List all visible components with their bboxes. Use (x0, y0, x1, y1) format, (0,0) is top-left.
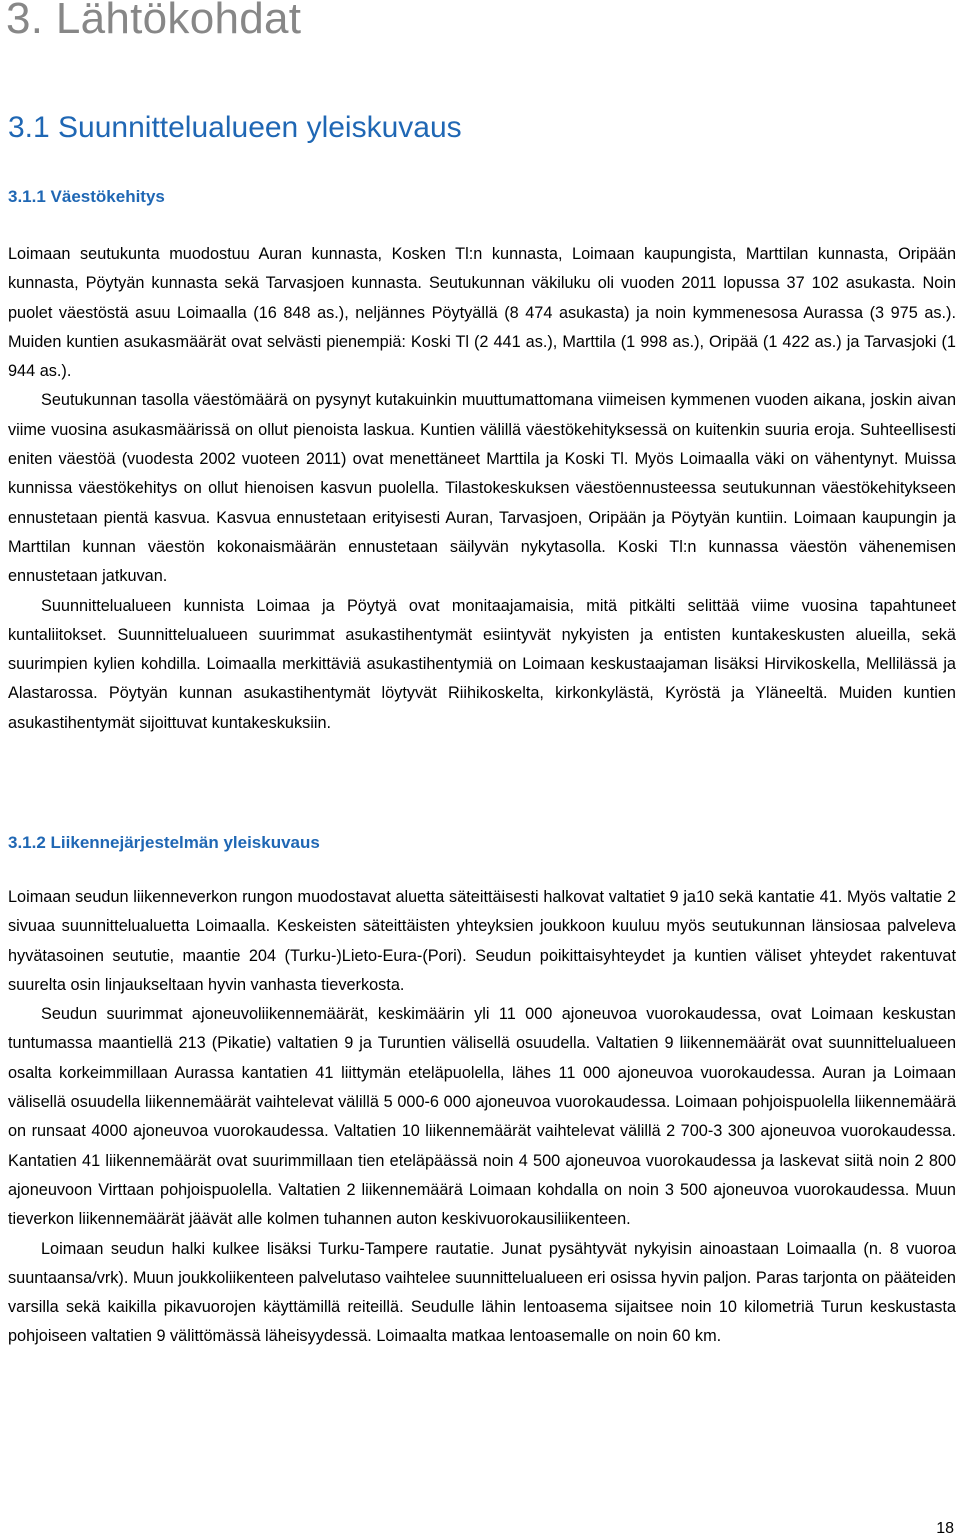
paragraph: Suunnittelualueen kunnista Loimaa ja Pöytyä ovat monitaajamaisia, mitä pitkälti selittää viime vuosina tapahtuneet kuntaliitokset. Suunnittelualueen suurimmat asukastihentymät esiintyvät nykyisten ja entisten kuntakeskusten alueilla, sekä suurimpien kylien kohdilla. Loimaalla merkittäviä asukastihentymiä on Loimaan keskustaajaman lisäksi Hirvikoskella, Mellilässä ja Alastarossa. Pöytyän kunnan asukastihentymät löytyvät Riihikoskelta, kirkonkylästä, Kyröstä ja Yläneeltä. Muiden kuntien asukastihentymät sijoittuvat kuntakeskuksiin. (8, 596, 956, 732)
chapter-title: 3. Lähtökohdat (6, 0, 302, 43)
traffic-section-body (8, 883, 956, 1352)
paragraph: Loimaan seutukunta muodostuu Auran kunnasta, Kosken Tl:n kunnasta, Loimaan kaupungista, Marttilan kunnasta, Oripään kunnasta, Pöytyän kunnasta sekä Tarvasjoen kunnasta. Seutukunnan väkiluku oli vuoden 2011 lopussa 37 102 asukasta. Noin puolet väestöstä asuu Loimaalla (16 848 as.), neljännes Pöytyällä (8 474 asukasta) ja noin kymmenesosa Aurassa (3 975 as.). Muiden kuntien asukasmäärät ovat selvästi pienempiä: Koski Tl (2 441 as.), Marttila (1 998 as.), Oripää (1 422 as.) ja Tarvasjoki (1 944 as.). (8, 245, 956, 381)
subsection-title-traffic: 3.1.2 Liikennejärjestelmän yleiskuvaus (8, 833, 320, 852)
paragraph: Seutukunnan tasolla väestömäärä on pysynyt kutakuinkin muuttumattomana viimeisen kymmenen vuoden aikana, joskin aivan viime vuosina asukasmäärissä on ollut pienoista laskua. Kuntien välillä väestökehityksessä on kuitenkin suuria eroja. Suhteellisesti eniten väestöä (vuodesta 2002 vuoteen 2011) ovat menettäneet Marttila ja Koski Tl. Myös Loimaalla väki on vähentynyt. Muissa kunnissa väestökehitys on ollut hienoisen kasvun puolella. Tilastokeskuksen väestöennusteessa seutukunnan väestökehitykseen ennustetaan pientä kasvua. Kasvua ennustetaan erityisesti Auran, Tarvasjoen, Oripään ja Pöytyän kuntiin. Loimaan kaupungin ja Marttilan kunnan väestön kokonaismäärän ennustetaan säilyvän nykytasolla. Koski Tl:n kunnassa väestön vähenemisen ennustetaan jatkuvan. (8, 391, 956, 586)
subsection-title-population: 3.1.1 Väestökehitys (8, 187, 165, 206)
paragraph: Loimaan seudun liikenneverkon rungon muodostavat aluetta säteittäisesti halkovat valtatiet 9 ja10 sekä kantatie 41. Myös valtatie 2 sivuaa suunnittelualuetta Loimaalla. Keskeisten säteittäisten yhteyksien joukkoon kuuluu myös seutukunnan länsiosaa palveleva hyvätasoinen seututie, maantie 204 (Turku-)Lieto-Eura-(Pori). Seudun poikittaisyhteydet ja kuntien väliset yhteydet rakentuvat suurelta osin linjaukseltaan hyvin vanhasta tieverkosta. (8, 888, 956, 994)
population-section-body (8, 240, 956, 738)
paragraph: Seudun suurimmat ajoneuvoliikennemäärät, keskimäärin yli 11 000 ajoneuvoa vuorokaudessa, ovat Loimaan keskustan tuntumassa maantiellä 213 (Pikatie) valtatien 9 ja Turuntien välisellä osuudella. Valtatien 9 liikennemäärät ovat suunnittelualueen osalta korkeimmillaan Aurassa kantatien 41 liittymän eteläpuolella, lähes 11 000 ajoneuvoa vuorokaudessa. Auran ja Loimaan välisellä osuudella liikennemäärät vaihtelevat välillä 5 000-6 000 ajoneuvoa vuorokaudessa. Loimaan pohjoispuolella liikennemäärä on runsaat 4000 ajoneuvoa vuorokaudessa. Valtatien 10 liikennemäärät vaihtelevat välillä 2 700-3 300 ajoneuvoa vuorokaudessa. Kantatien 41 liikennemäärät ovat suurimmillaan tien eteläpäässä noin 4 500 ajoneuvoa vuorokaudessa ja laskevat siitä noin 2 800 ajoneuvoon Virttaan pohjoispuolella. Valtatien 2 liikennemäärä Loimaan kohdalla on noin 3 500 ajoneuvoa vuorokaudessa. Muun tieverkon liikennemäärät jäävät alle kolmen tuhannen auton keskivuorokausiliikenteen. (8, 1005, 956, 1229)
section-title: 3.1 Suunnittelualueen yleiskuvaus (8, 111, 462, 144)
page-number: 18 (936, 1520, 954, 1537)
paragraph: Loimaan seudun halki kulkee lisäksi Turku-Tampere rautatie. Junat pysähtyvät nykyisin ainoastaan Loimaalla (n. 8 vuoroa suuntaansa/vrk). Muun joukkoliikenteen palvelutaso vaihtelee suunnittelualueen eri osissa hyvin paljon. Paras tarjonta on pääteiden varsilla sekä kaikilla pikavuorojen käyttämillä reiteillä. Seudulle lähin lentoasema sijaitsee noin 10 kilometriä Turun keskustasta pohjoiseen valtatien 9 välittömässä läheisyydessä. Loimaalta matkaa lentoasemalle on noin 60 km. (8, 1239, 956, 1346)
